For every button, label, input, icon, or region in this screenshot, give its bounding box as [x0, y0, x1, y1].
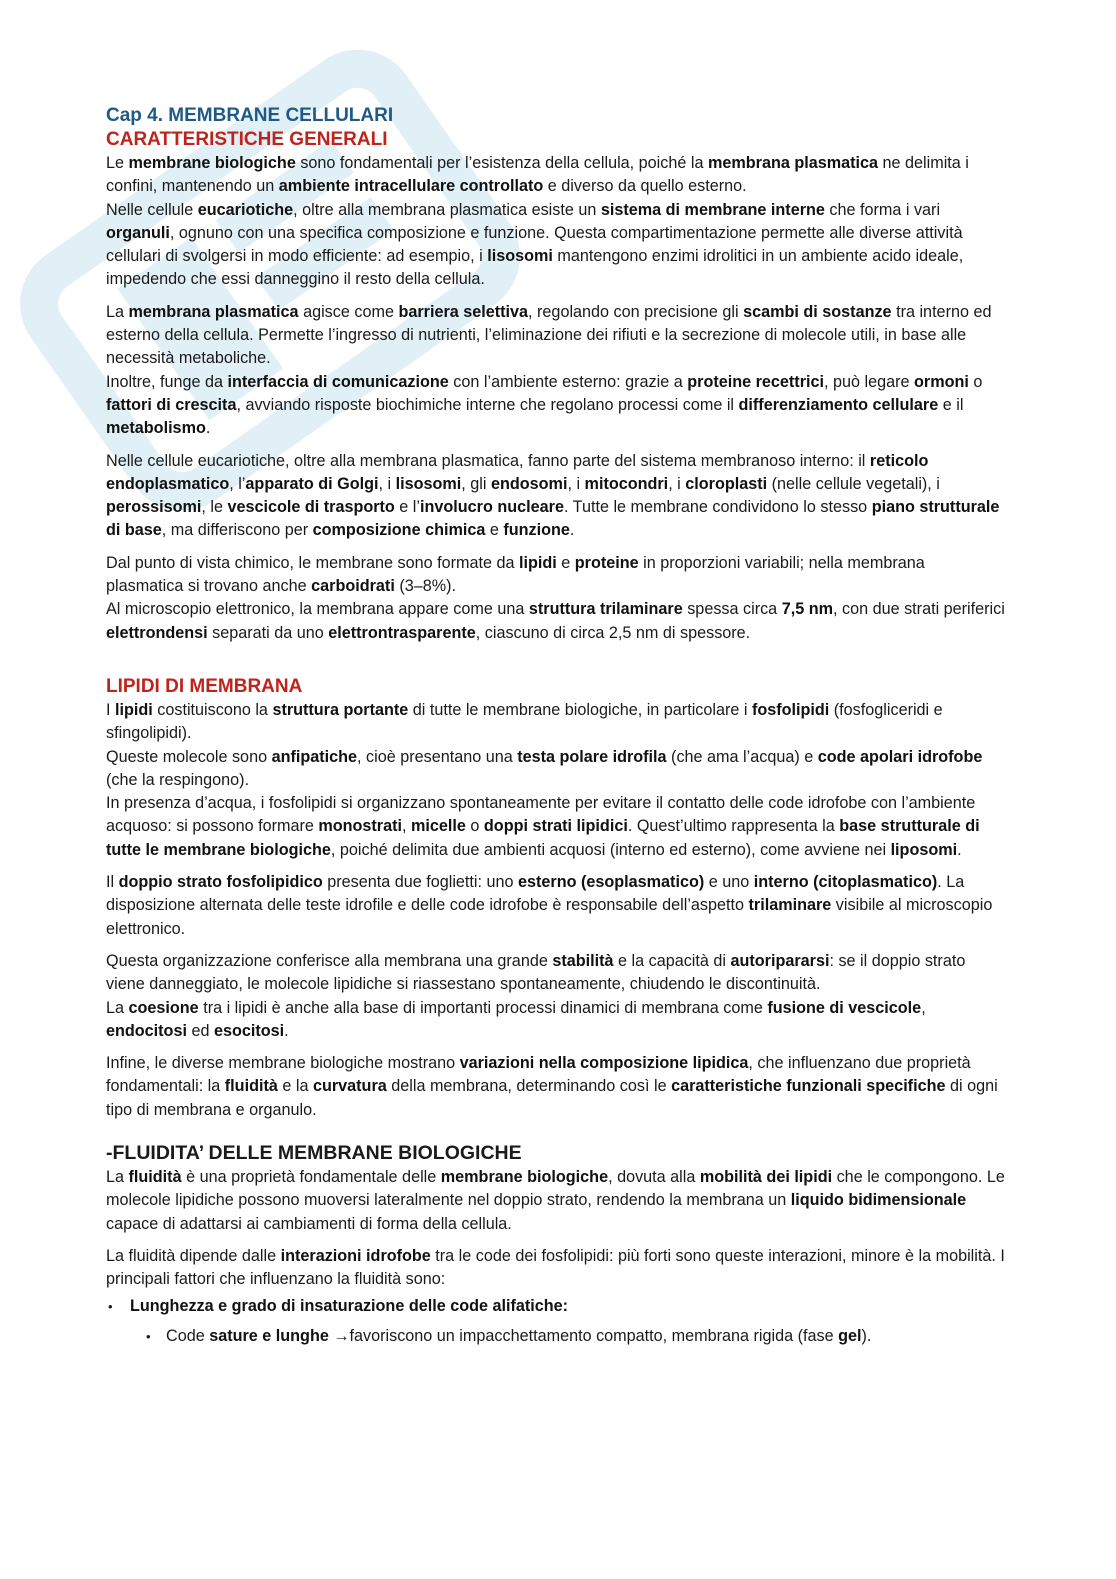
text-run: , avviando risposte biochimiche interne che regolano processi come il: [236, 395, 739, 414]
bold-term: interno (citoplasmatico): [753, 873, 938, 892]
text-run: La: [106, 998, 129, 1017]
text-run: , che influenzano due proprietà fondamentali: la: [106, 1054, 971, 1096]
bold-term: struttura trilaminare: [528, 600, 683, 619]
bold-term: lisosomi: [395, 474, 462, 493]
text-run: tra i lipidi è anche alla base di importanti processi dinamici di membrana come: [198, 998, 768, 1017]
bold-term: sature e lunghe: [209, 1326, 329, 1345]
bold-term: membrane biologiche: [440, 1167, 609, 1186]
bold-term: metabolismo: [106, 419, 206, 438]
text-run: in proporzioni variabili; nella membrana plasmatica si trovano anche: [106, 553, 925, 596]
bold-term: mobilità dei lipidi: [699, 1167, 833, 1186]
bold-term: composizione chimica: [312, 521, 486, 540]
text-run: La: [106, 1167, 129, 1186]
text-run: e la capacità di: [613, 951, 731, 970]
text-run: , ognuno con una specifica composizione e funzione. Questa compartimentazione permette alle diverse attività cellulari di svolgersi in modo efficiente: ad esempio, i: [106, 223, 963, 266]
text-run: ed: [186, 1021, 214, 1040]
bold-term: funzione: [503, 521, 570, 540]
paragraph: [106, 950, 1006, 1043]
bold-term: membrane biologiche: [128, 154, 296, 172]
text-run: e il: [938, 395, 964, 414]
bold-term: esocitosi: [213, 1021, 285, 1040]
text-run: tra le code dei fosfolipidi: più forti sono queste interazioni, minore è la mobilità. I principali fattori che influenzano la fluidità sono:: [106, 1246, 1005, 1289]
text-run: . La disposizione alternata delle teste idrofile e delle code idrofobe è responsabile dell’aspetto: [106, 873, 965, 915]
text-run: Nelle cellule: [106, 200, 198, 219]
bold-term: eucariotiche: [197, 200, 294, 219]
text-run: Questa organizzazione conferisce alla membrana una grande: [106, 951, 553, 970]
bold-term: elettrontrasparente: [328, 623, 476, 642]
list-item: [106, 1295, 1006, 1318]
bold-term: reticolo endoplasmatico: [106, 451, 929, 493]
text-run: , dovuta alla: [608, 1167, 700, 1186]
text-run: .: [205, 419, 211, 438]
text-run: , i: [378, 474, 396, 493]
paragraph: [106, 871, 1006, 941]
bold-term: coesione: [128, 998, 199, 1017]
bold-term: liposomi: [890, 840, 958, 859]
text-run: .: [569, 521, 575, 540]
text-run: Le: [106, 154, 129, 172]
text-run: (nelle cellule vegetali), i: [767, 474, 940, 493]
text-run: e: [485, 521, 504, 540]
text-run: mantengono enzimi idrolitici in un ambiente acido ideale, impedendo che essi danneggino il resto della cellula.: [106, 247, 964, 289]
text-run: La fluidità dipende dalle: [106, 1246, 281, 1265]
text-run: . Tutte le membrane condividono lo stesso: [563, 498, 872, 517]
bold-term: micelle: [411, 817, 466, 836]
text-run: ,: [402, 817, 412, 836]
text-run: , oltre alla membrana plasmatica esiste un: [293, 200, 601, 219]
bold-term: scambi di sostanze: [743, 302, 892, 321]
text-run: , le: [201, 498, 228, 517]
bold-term: piano strutturale di base: [106, 498, 1000, 540]
bold-term: ormoni: [914, 372, 969, 391]
bold-term: stabilità: [552, 951, 614, 970]
paragraph: [106, 301, 1006, 441]
text-run: Il: [106, 873, 119, 892]
text-run: , regolando con precisione gli: [528, 302, 744, 321]
factor-list: [106, 1295, 1006, 1348]
text-run: capace di adattarsi ai cambiamenti di forma della cellula.: [106, 1214, 512, 1233]
bold-term: testa polare idrofila: [517, 747, 667, 766]
text-run: →favoriscono un impacchettamento compatto, membrana rigida (fase: [328, 1326, 839, 1345]
text-run: Al microscopio elettronico, la membrana appare come una: [106, 600, 529, 619]
text-run: , i: [668, 474, 686, 493]
text-run: , gli: [461, 474, 491, 493]
bold-term: elettrondensi: [106, 623, 208, 642]
text-run: Dal punto di vista chimico, le membrane sono formate da: [106, 553, 519, 572]
text-run: costituiscono la: [152, 700, 273, 719]
bold-term: apparato di Golgi: [245, 474, 379, 493]
text-run: di ogni tipo di membrana e organulo.: [106, 1077, 998, 1119]
text-run: di tutte le membrane biologiche, in particolare i: [408, 700, 752, 719]
text-run: La: [106, 302, 129, 321]
bold-term: perossisomi: [106, 498, 202, 517]
text-run: o: [465, 817, 484, 836]
paragraph: [106, 699, 1006, 862]
paragraph: [106, 1052, 1006, 1122]
paragraph: [106, 152, 1006, 292]
document-page: [106, 104, 1006, 1348]
bold-term: involucro nucleare: [420, 498, 564, 517]
bold-term: cloroplasti: [685, 474, 768, 493]
bold-term: proteine recettrici: [687, 372, 824, 391]
bold-term: differenziamento cellulare: [738, 395, 939, 414]
bold-term: monostrati: [318, 817, 403, 836]
bold-term: endosomi: [491, 474, 568, 493]
text-run: Queste molecole sono: [106, 747, 272, 766]
bold-term: fluidità: [128, 1167, 182, 1186]
text-run: Infine, le diverse membrane biologiche mostrano: [106, 1054, 460, 1073]
text-run: , i: [567, 474, 585, 493]
text-run: è una proprietà fondamentale delle: [181, 1167, 441, 1186]
text-run: che le compongono. Le molecole lipidiche possono muoversi lateralmente nel doppio strato, rendendo la membrana un: [106, 1167, 1005, 1210]
text-run: che forma i vari: [824, 200, 941, 219]
bold-term: organuli: [106, 223, 170, 242]
text-run: ).: [861, 1326, 872, 1345]
text-run: e: [556, 553, 575, 572]
paragraph: [106, 450, 1006, 543]
bold-term: fosfolipidi: [751, 700, 830, 719]
text-run: ne delimita i confini, mantenendo un: [106, 154, 969, 196]
text-run: della membrana, determinando così le: [386, 1077, 672, 1096]
text-run: : se il doppio strato viene danneggiato, le molecole lipidiche si riassestano spontaneamente, chiudendo le discontinuità.: [106, 951, 966, 994]
bold-term: lisosomi: [487, 247, 553, 266]
bold-term: endocitosi: [106, 1021, 187, 1040]
text-run: Code: [166, 1326, 210, 1345]
bold-term: barriera selettiva: [398, 302, 529, 321]
text-run: (3–8%).: [394, 577, 457, 596]
paragraph: [106, 1245, 1006, 1292]
text-run: tra interno ed esterno della cellula. Permette l’ingresso di nutrienti, l’eliminazione dei rifiuti e la secrezione di molecole utili, in base alle necessità metaboliche.: [106, 302, 992, 368]
text-run: . Quest’ultimo rappresenta la: [627, 817, 840, 836]
text-run: .: [957, 840, 962, 859]
text-run: I: [106, 700, 115, 719]
bold-term: lipidi: [115, 700, 153, 719]
text-run: e uno: [704, 873, 754, 892]
text-run: ,: [921, 998, 926, 1017]
text-run: , può legare: [824, 372, 914, 391]
list-subitem: [106, 1325, 1006, 1348]
bold-term: carboidrati: [311, 577, 395, 596]
bold-term: 7,5 nm: [781, 600, 833, 619]
bold-term: vescicole di trasporto: [227, 498, 395, 517]
text-run: , cioè presentano una: [357, 747, 518, 766]
bold-term: fattori di crescita: [106, 395, 237, 414]
bold-term: caratteristiche funzionali specifiche: [671, 1077, 946, 1096]
text-run: e diverso da quello esterno.: [543, 177, 747, 196]
bold-term: curvatura: [312, 1077, 387, 1096]
paragraph: [106, 1166, 1006, 1236]
text-run: , ma differiscono per: [161, 521, 313, 540]
bold-term: code apolari idrofobe: [817, 747, 983, 766]
bold-term: trilaminare: [748, 896, 832, 915]
bold-term: doppio strato fosfolipidico: [118, 873, 323, 892]
bold-term: base strutturale di tutte le membrane biologiche: [106, 817, 980, 859]
bold-term: gel: [838, 1326, 862, 1345]
bold-term: fluidità: [224, 1077, 278, 1096]
text-run: presenta due foglietti: uno: [322, 873, 519, 892]
text-run: spessa circa: [682, 600, 782, 619]
bold-term: ambiente intracellulare controllato: [278, 177, 544, 196]
bold-term: liquido bidimensionale: [790, 1191, 967, 1210]
chapter-title: Cap 4. MEMBRANE CELLULARI: [106, 105, 394, 126]
text-run: con l’ambiente esterno: grazie a: [448, 372, 688, 391]
text-run: sono fondamentali per l’esistenza della cellula, poiché la: [295, 154, 708, 172]
text-run: agisce come: [298, 302, 399, 321]
bold-term: anfipatiche: [271, 747, 358, 766]
bold-term: sistema di membrane interne: [600, 200, 825, 219]
bold-term: lipidi: [518, 553, 557, 572]
bold-term: Lunghezza e grado di insaturazione delle code alifatiche:: [130, 1297, 569, 1316]
text-run: o: [968, 372, 983, 391]
text-run: , con due strati periferici: [832, 600, 1005, 619]
bold-term: variazioni nella composizione lipidica: [459, 1054, 749, 1073]
text-run: In presenza d’acqua, i fosfolipidi si organizzano spontaneamente per evitare il contatto delle code idrofobe con l’ambiente acquoso: si possono formare: [106, 794, 976, 836]
text-run: .: [284, 1021, 289, 1040]
section-heading-fluidity: -FLUIDITA’ DELLE MEMBRANE BIOLOGICHE: [106, 1141, 522, 1164]
text-run: e la: [277, 1077, 313, 1096]
bold-term: membrana plasmatica: [128, 302, 299, 321]
section-heading-general: CARATTERISTICHE GENERALI: [106, 129, 388, 150]
paragraph: [106, 552, 1006, 645]
bold-term: doppi strati lipidici: [483, 817, 628, 836]
bold-term: struttura portante: [272, 700, 409, 719]
bold-term: interazioni idrofobe: [280, 1246, 431, 1265]
text-run: , ciascuno di circa 2,5 nm di spessore.: [475, 623, 751, 642]
text-run: (che la respingono).: [106, 770, 250, 789]
text-run: separati da uno: [207, 623, 329, 642]
text-run: e l’: [394, 498, 421, 517]
section-heading-lipids: LIPIDI DI MEMBRANA: [106, 675, 303, 697]
text-run: , poiché delimita due ambienti acquosi (interno ed esterno), come avviene nei: [330, 840, 891, 859]
text-run: (che ama l’acqua) e: [666, 747, 818, 766]
bold-term: mitocondri: [584, 474, 669, 493]
bold-term: esterno (esoplasmatico): [518, 873, 705, 892]
text-run: Nelle cellule eucariotiche, oltre alla membrana plasmatica, fanno parte del sistema membranoso interno: il: [106, 451, 870, 470]
text-run: , l’: [229, 474, 246, 493]
text-run: Inoltre, funge da: [106, 372, 228, 391]
bold-term: proteine: [574, 553, 639, 572]
bold-term: interfaccia di comunicazione: [227, 372, 449, 391]
text-run: visibile al microscopio elettronico.: [106, 896, 993, 938]
bold-term: autoripararsi: [730, 951, 830, 970]
bold-term: fusione di vescicole: [767, 998, 922, 1017]
bold-term: membrana plasmatica: [707, 154, 879, 172]
text-run: (fosfogliceridi e sfingolipidi).: [106, 700, 943, 743]
